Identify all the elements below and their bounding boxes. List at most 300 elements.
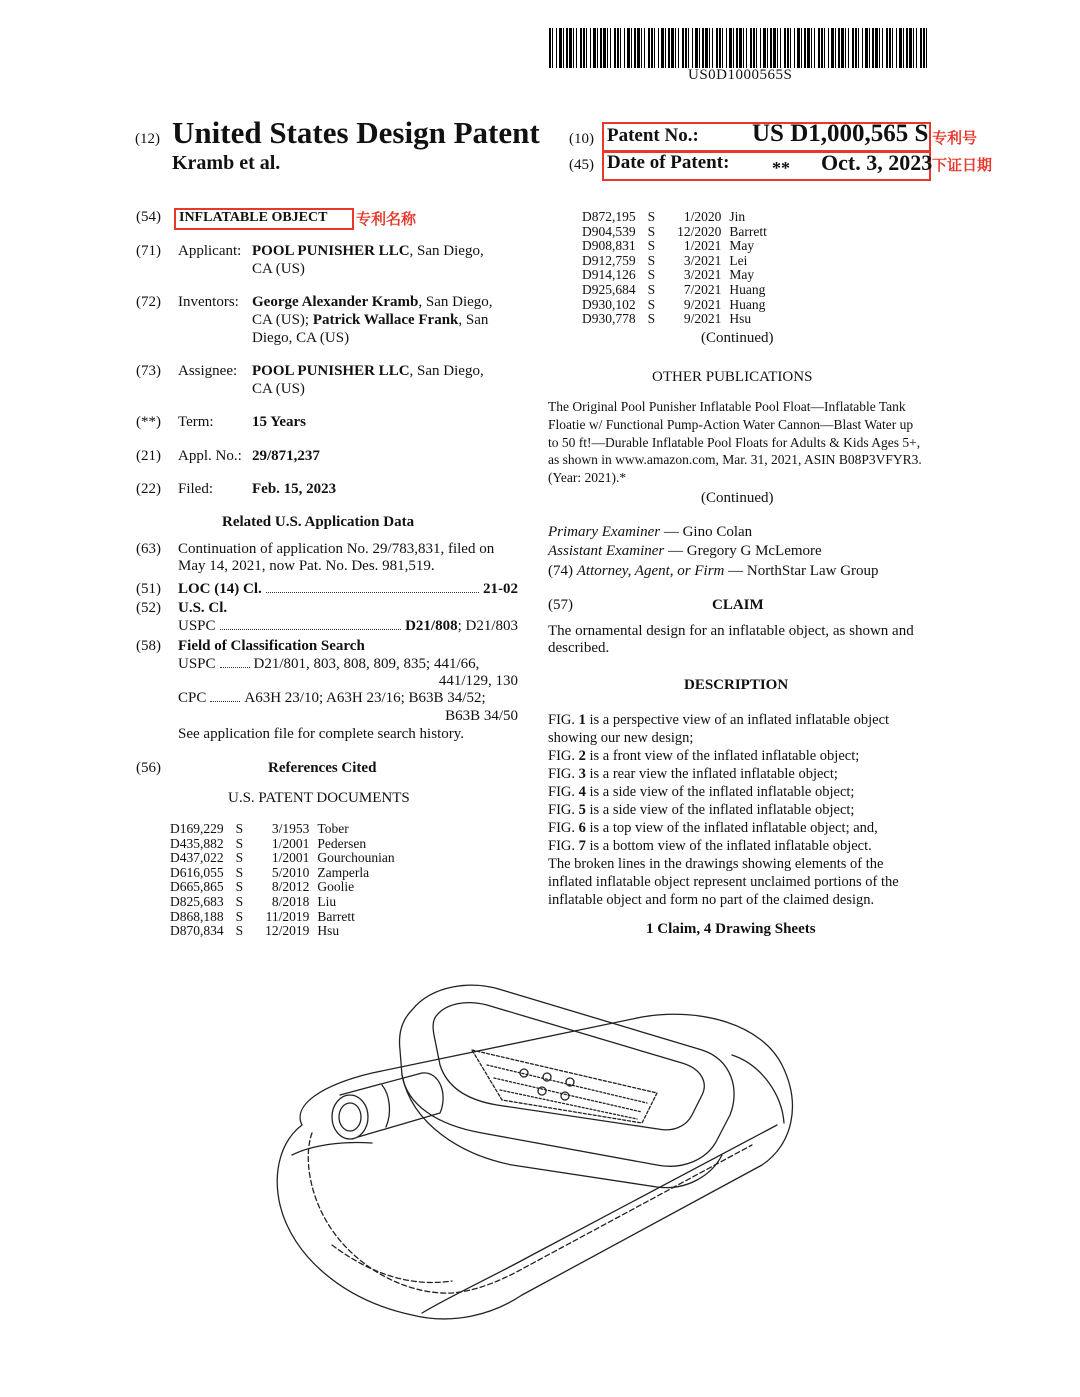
barcode-bar	[620, 28, 621, 68]
claim-text-line2: described.	[548, 640, 610, 656]
reference-number: D914,126	[582, 267, 636, 283]
other-pubs	[548, 398, 922, 487]
assistant-examiner-name: — Gregory G McLemore	[668, 543, 822, 559]
appl-label: Appl. No.:	[178, 448, 242, 464]
barcode-bar	[617, 28, 619, 68]
continuation-line2: May 14, 2021, now Pat. No. Des. 981,519.	[178, 558, 435, 574]
reference-number: D912,759	[582, 252, 636, 268]
reference-date: 5/2010	[271, 864, 310, 880]
loc-value: 21-02	[483, 581, 518, 597]
attorney	[548, 563, 879, 580]
reference-kind: S	[235, 835, 244, 851]
refs-heading: References Cited	[268, 760, 377, 776]
barcode-bar	[855, 28, 857, 68]
barcode-bar	[909, 28, 912, 68]
field-cpc-line1: A63H 23/10; A63H 23/16; B63B 34/52;	[244, 690, 486, 706]
reference-number: D872,195	[582, 209, 636, 224]
barcode-bar	[566, 28, 568, 68]
assignee-loc2: CA (US)	[252, 381, 305, 397]
loc-leader	[266, 592, 479, 593]
reference-name: Zamperla	[317, 864, 370, 880]
reference-row	[170, 924, 395, 939]
reference-kind: S	[647, 238, 656, 254]
reference-date: 1/2021	[683, 238, 722, 254]
barcode-bar	[916, 28, 917, 68]
cannon-muzzle-inner	[339, 1103, 361, 1131]
continuation-line1: Continuation of application No. 29/783,831, filed on	[178, 541, 495, 557]
barcode-bar	[882, 28, 883, 68]
barcode-bar	[780, 28, 781, 68]
assignee-line1	[252, 363, 484, 380]
broken-lines-text: inflated inflatable object represent unclaimed portions of the	[548, 874, 899, 890]
barcode-bar	[763, 28, 766, 68]
code-56: (56)	[136, 760, 161, 776]
inventor-1-loc: , San Diego,	[418, 294, 493, 310]
barcode-bar	[760, 28, 761, 68]
other-pub-line: The Original Pool Punisher Inflatable Pool Float—Inflatable Tank	[548, 399, 906, 414]
code-58: (58)	[136, 638, 161, 654]
reference-number: D435,882	[170, 835, 224, 851]
field-uspc-line1: D21/801, 803, 808, 809, 835; 441/66,	[253, 656, 480, 672]
barcode-bar	[753, 28, 755, 68]
attorney-label: Attorney, Agent, or Firm	[576, 563, 725, 579]
inflatable-object-drawing	[262, 955, 822, 1335]
barcode-bar	[835, 28, 836, 68]
field-uspc-leader	[220, 667, 250, 668]
barcode-bar	[920, 28, 922, 68]
term-label: Term:	[178, 414, 214, 430]
applicant-loc1: , San Diego,	[409, 243, 484, 259]
primary-examiner-label: Primary Examiner	[548, 524, 661, 540]
uscl-sub: USPC	[178, 618, 216, 634]
barcode-bar	[865, 28, 868, 68]
reference-number: D868,188	[170, 908, 224, 924]
barcode-bar	[828, 28, 829, 68]
filed-value: Feb. 15, 2023	[252, 481, 337, 497]
barcode-bar	[784, 28, 786, 68]
reference-number: D665,865	[170, 879, 224, 895]
barcode-bar	[875, 28, 878, 68]
barcode-bar	[848, 28, 849, 68]
applicant-line1	[252, 243, 484, 260]
barcode-bar	[862, 28, 863, 68]
assignee-name: POOL PUNISHER LLC	[252, 363, 410, 379]
reference-name: May	[729, 238, 755, 254]
term-value: 15 Years	[252, 414, 307, 430]
barcode-bar	[552, 28, 553, 68]
reference-row	[582, 283, 767, 298]
applicant-label: Applicant:	[178, 243, 242, 259]
reference-date: 9/2021	[683, 311, 722, 327]
reference-number: D437,022	[170, 850, 224, 866]
reference-name: Huang	[729, 281, 766, 297]
date-mark: **	[772, 158, 790, 178]
field-cpc-label: CPC	[178, 690, 207, 706]
figure-line: showing our new design;	[548, 730, 694, 746]
barcode-bar	[682, 28, 684, 68]
reference-date: 8/2018	[271, 893, 310, 909]
barcode-bar	[814, 28, 815, 68]
barcode-bar	[688, 28, 689, 68]
inventor-2: Patrick Wallace Frank	[312, 312, 459, 328]
reference-name: Gourchounian	[317, 850, 395, 866]
field-cpc-line2: B63B 34/50	[445, 708, 518, 724]
barcode-bar	[767, 28, 768, 68]
upper-ring-bottom	[402, 1075, 722, 1188]
document-type: United States Design Patent	[172, 115, 540, 150]
uscl-rest: ; D21/803	[457, 618, 518, 634]
related-heading: Related U.S. Application Data	[222, 514, 415, 530]
uscl-main: D21/808	[405, 618, 458, 634]
floor-hole	[520, 1069, 528, 1077]
barcode-bar	[678, 28, 679, 68]
pool-floor	[472, 1050, 657, 1123]
reference-kind: S	[647, 223, 656, 239]
barcode-bar	[913, 28, 914, 68]
barcode-bar	[739, 28, 742, 68]
barcode-bar	[712, 28, 713, 68]
floor-hole	[561, 1092, 569, 1100]
claim-text-line1: The ornamental design for an inflatable object, as shown and	[548, 623, 914, 639]
barcode-bar	[583, 28, 585, 68]
reference-kind: S	[647, 296, 656, 312]
field-label: Field of Classification Search	[178, 638, 365, 654]
reference-name: Pedersen	[317, 835, 367, 851]
barcode-bar	[801, 28, 802, 68]
floor-hole	[538, 1087, 546, 1095]
reference-name: Hsu	[729, 311, 752, 327]
reference-number: D169,229	[170, 821, 224, 836]
barcode-bar	[658, 28, 659, 68]
barcode-bar	[770, 28, 772, 68]
barcode-bar	[695, 28, 698, 68]
reference-row	[582, 239, 767, 254]
barcode-bar	[702, 28, 704, 68]
barcode-bar	[719, 28, 721, 68]
barcode-bar	[607, 28, 608, 68]
inventors-line2b: , San	[458, 312, 489, 328]
assignee-label: Assignee:	[178, 363, 238, 379]
inventors-line2	[252, 312, 488, 329]
reference-number: D908,831	[582, 238, 636, 254]
other-pub-line: Floatie w/ Functional Pump-Action Water Cannon—Blast Water up	[548, 416, 914, 432]
field-cpc-row	[178, 690, 518, 707]
refs-subheading: U.S. PATENT DOCUMENTS	[228, 790, 410, 806]
code-63: (63)	[136, 541, 161, 557]
assignee-loc1: , San Diego,	[409, 363, 484, 379]
reference-row	[170, 866, 395, 881]
inventors-line2a: CA (US);	[252, 312, 313, 328]
field-uspc-row	[178, 656, 518, 673]
reference-date: 7/2021	[683, 281, 722, 297]
applicant-loc2: CA (US)	[252, 261, 305, 277]
barcode-bar	[600, 28, 602, 68]
code-10: (10)	[569, 131, 594, 147]
barcode-bar	[804, 28, 806, 68]
base-tube	[277, 1014, 792, 1319]
reference-date: 12/2019	[265, 923, 310, 939]
reference-kind: S	[235, 893, 244, 909]
reference-kind: S	[647, 281, 656, 297]
barcode-bar	[845, 28, 846, 68]
uscl-label: U.S. Cl.	[178, 600, 228, 616]
right-references-table	[582, 210, 767, 327]
barcode-bar	[787, 28, 789, 68]
reference-name: Tober	[317, 821, 349, 836]
uscl-leader	[220, 629, 402, 630]
reference-name: Barrett	[729, 223, 767, 239]
cannon-ring	[382, 1085, 389, 1127]
reference-number: D904,539	[582, 223, 636, 239]
barcode-bar	[872, 28, 874, 68]
barcode-bar	[886, 28, 888, 68]
base-seam	[292, 1143, 372, 1156]
date-label: Date of Patent:	[607, 152, 730, 173]
barcode-bar	[641, 28, 642, 68]
barcode-bar	[838, 28, 840, 68]
code-54: (54)	[136, 209, 161, 225]
reference-date: 3/2021	[683, 267, 722, 283]
barcode-bar	[852, 28, 854, 68]
barcode-bar	[559, 28, 562, 68]
reference-number: D930,778	[582, 311, 636, 327]
reference-date: 12/2020	[677, 223, 722, 239]
barcode-bar	[722, 28, 723, 68]
continued-refs: (Continued)	[701, 330, 774, 346]
description-heading: DESCRIPTION	[684, 677, 789, 693]
figure-line: FIG. 2 is a front view of the inflated inflatable object;	[548, 748, 860, 764]
inventors-line1	[252, 294, 493, 311]
attorney-name: — NorthStar Law Group	[728, 563, 879, 579]
broken-lines-text: The broken lines in the drawings showing elements of the	[548, 856, 884, 872]
barcode-bar	[685, 28, 687, 68]
inventors-line3: Diego, CA (US)	[252, 330, 350, 346]
figures-list	[548, 711, 899, 909]
barcode-bar	[807, 28, 810, 68]
field-uspc-label: USPC	[178, 656, 216, 672]
field-cpc-leader	[210, 701, 240, 702]
reference-date: 1/2020	[683, 209, 722, 224]
barcode-bar	[729, 28, 732, 68]
reference-row	[582, 225, 767, 240]
other-pub-line: to 50 ft!—Durable Inflatable Pool Floats for Adults & Kids Ages 5+,	[548, 434, 921, 450]
reference-name: Huang	[729, 296, 766, 312]
barcode-bar	[614, 28, 616, 68]
barcode-bar	[797, 28, 800, 68]
left-references-table	[170, 822, 395, 939]
barcode-bar	[889, 28, 891, 68]
barcode-bar	[750, 28, 752, 68]
continued-pubs: (Continued)	[701, 490, 774, 506]
claims-sheets: 1 Claim, 4 Drawing Sheets	[646, 921, 816, 937]
reference-kind: S	[235, 923, 244, 939]
uscl-row	[178, 618, 518, 635]
barcode-bar	[631, 28, 632, 68]
barcode-bar	[726, 28, 727, 68]
reference-number: D930,102	[582, 296, 636, 312]
barcode-bar	[671, 28, 674, 68]
barcode-bar	[644, 28, 645, 68]
patent-date: Oct. 3, 2023	[821, 150, 933, 175]
barcode-bar	[634, 28, 636, 68]
reference-kind: S	[647, 267, 656, 283]
reference-row	[170, 837, 395, 852]
reference-kind: S	[235, 850, 244, 866]
barcode-bar	[692, 28, 693, 68]
figure-line: FIG. 3 is a rear view the inflated inflatable object;	[548, 766, 838, 782]
claim-heading: CLAIM	[712, 597, 764, 613]
reference-name: Jin	[729, 209, 746, 224]
reference-number: D616,055	[170, 864, 224, 880]
patent-no-label: Patent No.:	[607, 125, 699, 146]
barcode-bar	[811, 28, 812, 68]
reference-number: D870,834	[170, 923, 224, 939]
barcode-bar	[661, 28, 664, 68]
barcode-bar	[668, 28, 670, 68]
reference-number: D925,684	[582, 281, 636, 297]
reference-date: 1/2001	[271, 835, 310, 851]
reference-row	[170, 822, 395, 837]
barcode-bar	[593, 28, 596, 68]
code-52: (52)	[136, 600, 161, 616]
reference-row	[582, 268, 767, 283]
barcode-bar	[610, 28, 611, 68]
barcode-bar	[549, 28, 551, 68]
barcode-bar	[627, 28, 630, 68]
reference-date: 8/2012	[271, 879, 310, 895]
barcode-bar	[624, 28, 625, 68]
reference-date: 3/1953	[271, 821, 310, 836]
reference-name: Barrett	[317, 908, 355, 924]
barcode-bar	[637, 28, 640, 68]
barcode-bar	[777, 28, 778, 68]
assistant-examiner	[548, 543, 822, 560]
figure-line: FIG. 5 is a side view of the inflated inflatable object;	[548, 802, 855, 818]
barcode-bar	[831, 28, 834, 68]
barcode	[549, 28, 931, 68]
primary-examiner-name: — Gino Colan	[663, 524, 753, 540]
patent-no-note: 专利号	[932, 129, 978, 147]
barcode-bar	[756, 28, 757, 68]
other-pub-line: as shown in www.amazon.com, Mar. 31, 2021, ASIN B08P3VFYR3.	[548, 452, 922, 468]
upper-ring	[400, 985, 735, 1166]
reference-row	[170, 880, 395, 895]
field-uspc-line2: 441/129, 130	[438, 673, 518, 689]
code-21: (21)	[136, 448, 161, 464]
other-pub-line: (Year: 2021).*	[548, 470, 627, 486]
reference-row	[170, 910, 395, 925]
barcode-bar	[899, 28, 902, 68]
barcode-bar	[790, 28, 791, 68]
base-side-line	[422, 1125, 777, 1313]
reference-row	[582, 210, 767, 225]
figure-line: FIG. 1 is a perspective view of an inflated inflatable object	[548, 712, 890, 728]
barcode-bar	[869, 28, 870, 68]
patent-title: INFLATABLE OBJECT	[179, 210, 328, 225]
primary-examiner	[548, 524, 752, 541]
title-note: 专利名称	[356, 210, 417, 228]
code-57: (57)	[548, 597, 573, 613]
figure-line: FIG. 4 is a side view of the inflated inflatable object;	[548, 784, 855, 800]
reference-kind: S	[235, 864, 244, 880]
reference-row	[582, 298, 767, 313]
barcode-bar	[892, 28, 893, 68]
reference-row	[582, 312, 767, 327]
barcode-number: US0D1000565S	[688, 67, 793, 83]
applicant-name: POOL PUNISHER LLC	[252, 243, 410, 259]
filed-label: Filed:	[178, 481, 214, 497]
barcode-bar	[576, 28, 577, 68]
reference-name: Lei	[729, 252, 748, 268]
barcode-bar	[651, 28, 653, 68]
code-51: (51)	[136, 581, 161, 597]
barcode-bar	[675, 28, 676, 68]
reference-date: 3/2021	[683, 252, 722, 268]
barcode-bar	[648, 28, 650, 68]
reference-date: 9/2021	[683, 296, 722, 312]
patent-no: US D1,000,565 S	[752, 120, 929, 147]
code-12: (12)	[135, 131, 160, 147]
barcode-bar	[709, 28, 710, 68]
reference-name: Liu	[317, 893, 337, 909]
reference-kind: S	[647, 311, 656, 327]
date-note: 下证日期	[932, 156, 993, 174]
code-45: (45)	[569, 157, 594, 173]
barcode-bar	[824, 28, 825, 68]
reference-row	[582, 254, 767, 269]
reference-kind: S	[647, 252, 656, 268]
barcode-bar	[580, 28, 582, 68]
reference-row	[170, 851, 395, 866]
barcode-bar	[586, 28, 587, 68]
barcode-bar	[923, 28, 925, 68]
figure-line: FIG. 7 is a bottom view of the inflated inflatable object.	[548, 838, 872, 854]
barcode-bar	[821, 28, 823, 68]
assistant-examiner-label: Assistant Examiner	[548, 543, 665, 559]
code-73: (73)	[136, 363, 161, 379]
reference-kind: S	[235, 908, 244, 924]
barcode-bar	[736, 28, 738, 68]
reference-name: Hsu	[317, 923, 340, 939]
loc-row	[178, 581, 518, 598]
barcode-bar	[597, 28, 598, 68]
code-22: (22)	[136, 481, 161, 497]
inventor-1: George Alexander Kramb	[252, 294, 419, 310]
barcode-bar	[879, 28, 880, 68]
barcode-bar	[603, 28, 606, 68]
barcode-bar	[556, 28, 557, 68]
barcode-bar	[926, 28, 927, 68]
loc-label: LOC (14) Cl.	[178, 581, 262, 597]
barcode-bar	[896, 28, 897, 68]
code-74: (74)	[548, 563, 573, 579]
reference-kind: S	[235, 821, 244, 836]
reference-name: May	[729, 267, 755, 283]
barcode-bar	[699, 28, 700, 68]
barcode-bar	[573, 28, 574, 68]
barcode-bar	[906, 28, 908, 68]
barcode-bar	[733, 28, 734, 68]
cannon-muzzle	[332, 1095, 368, 1139]
barcode-bar	[818, 28, 820, 68]
reference-row	[170, 895, 395, 910]
barcode-bar	[590, 28, 591, 68]
barcode-bar	[654, 28, 655, 68]
inventors-label: Inventors:	[178, 294, 239, 310]
reference-date: 11/2019	[265, 908, 310, 924]
broken-lines-text: inflatable object and form no part of the claimed design.	[548, 892, 875, 908]
base-seam-right	[732, 1055, 784, 1123]
